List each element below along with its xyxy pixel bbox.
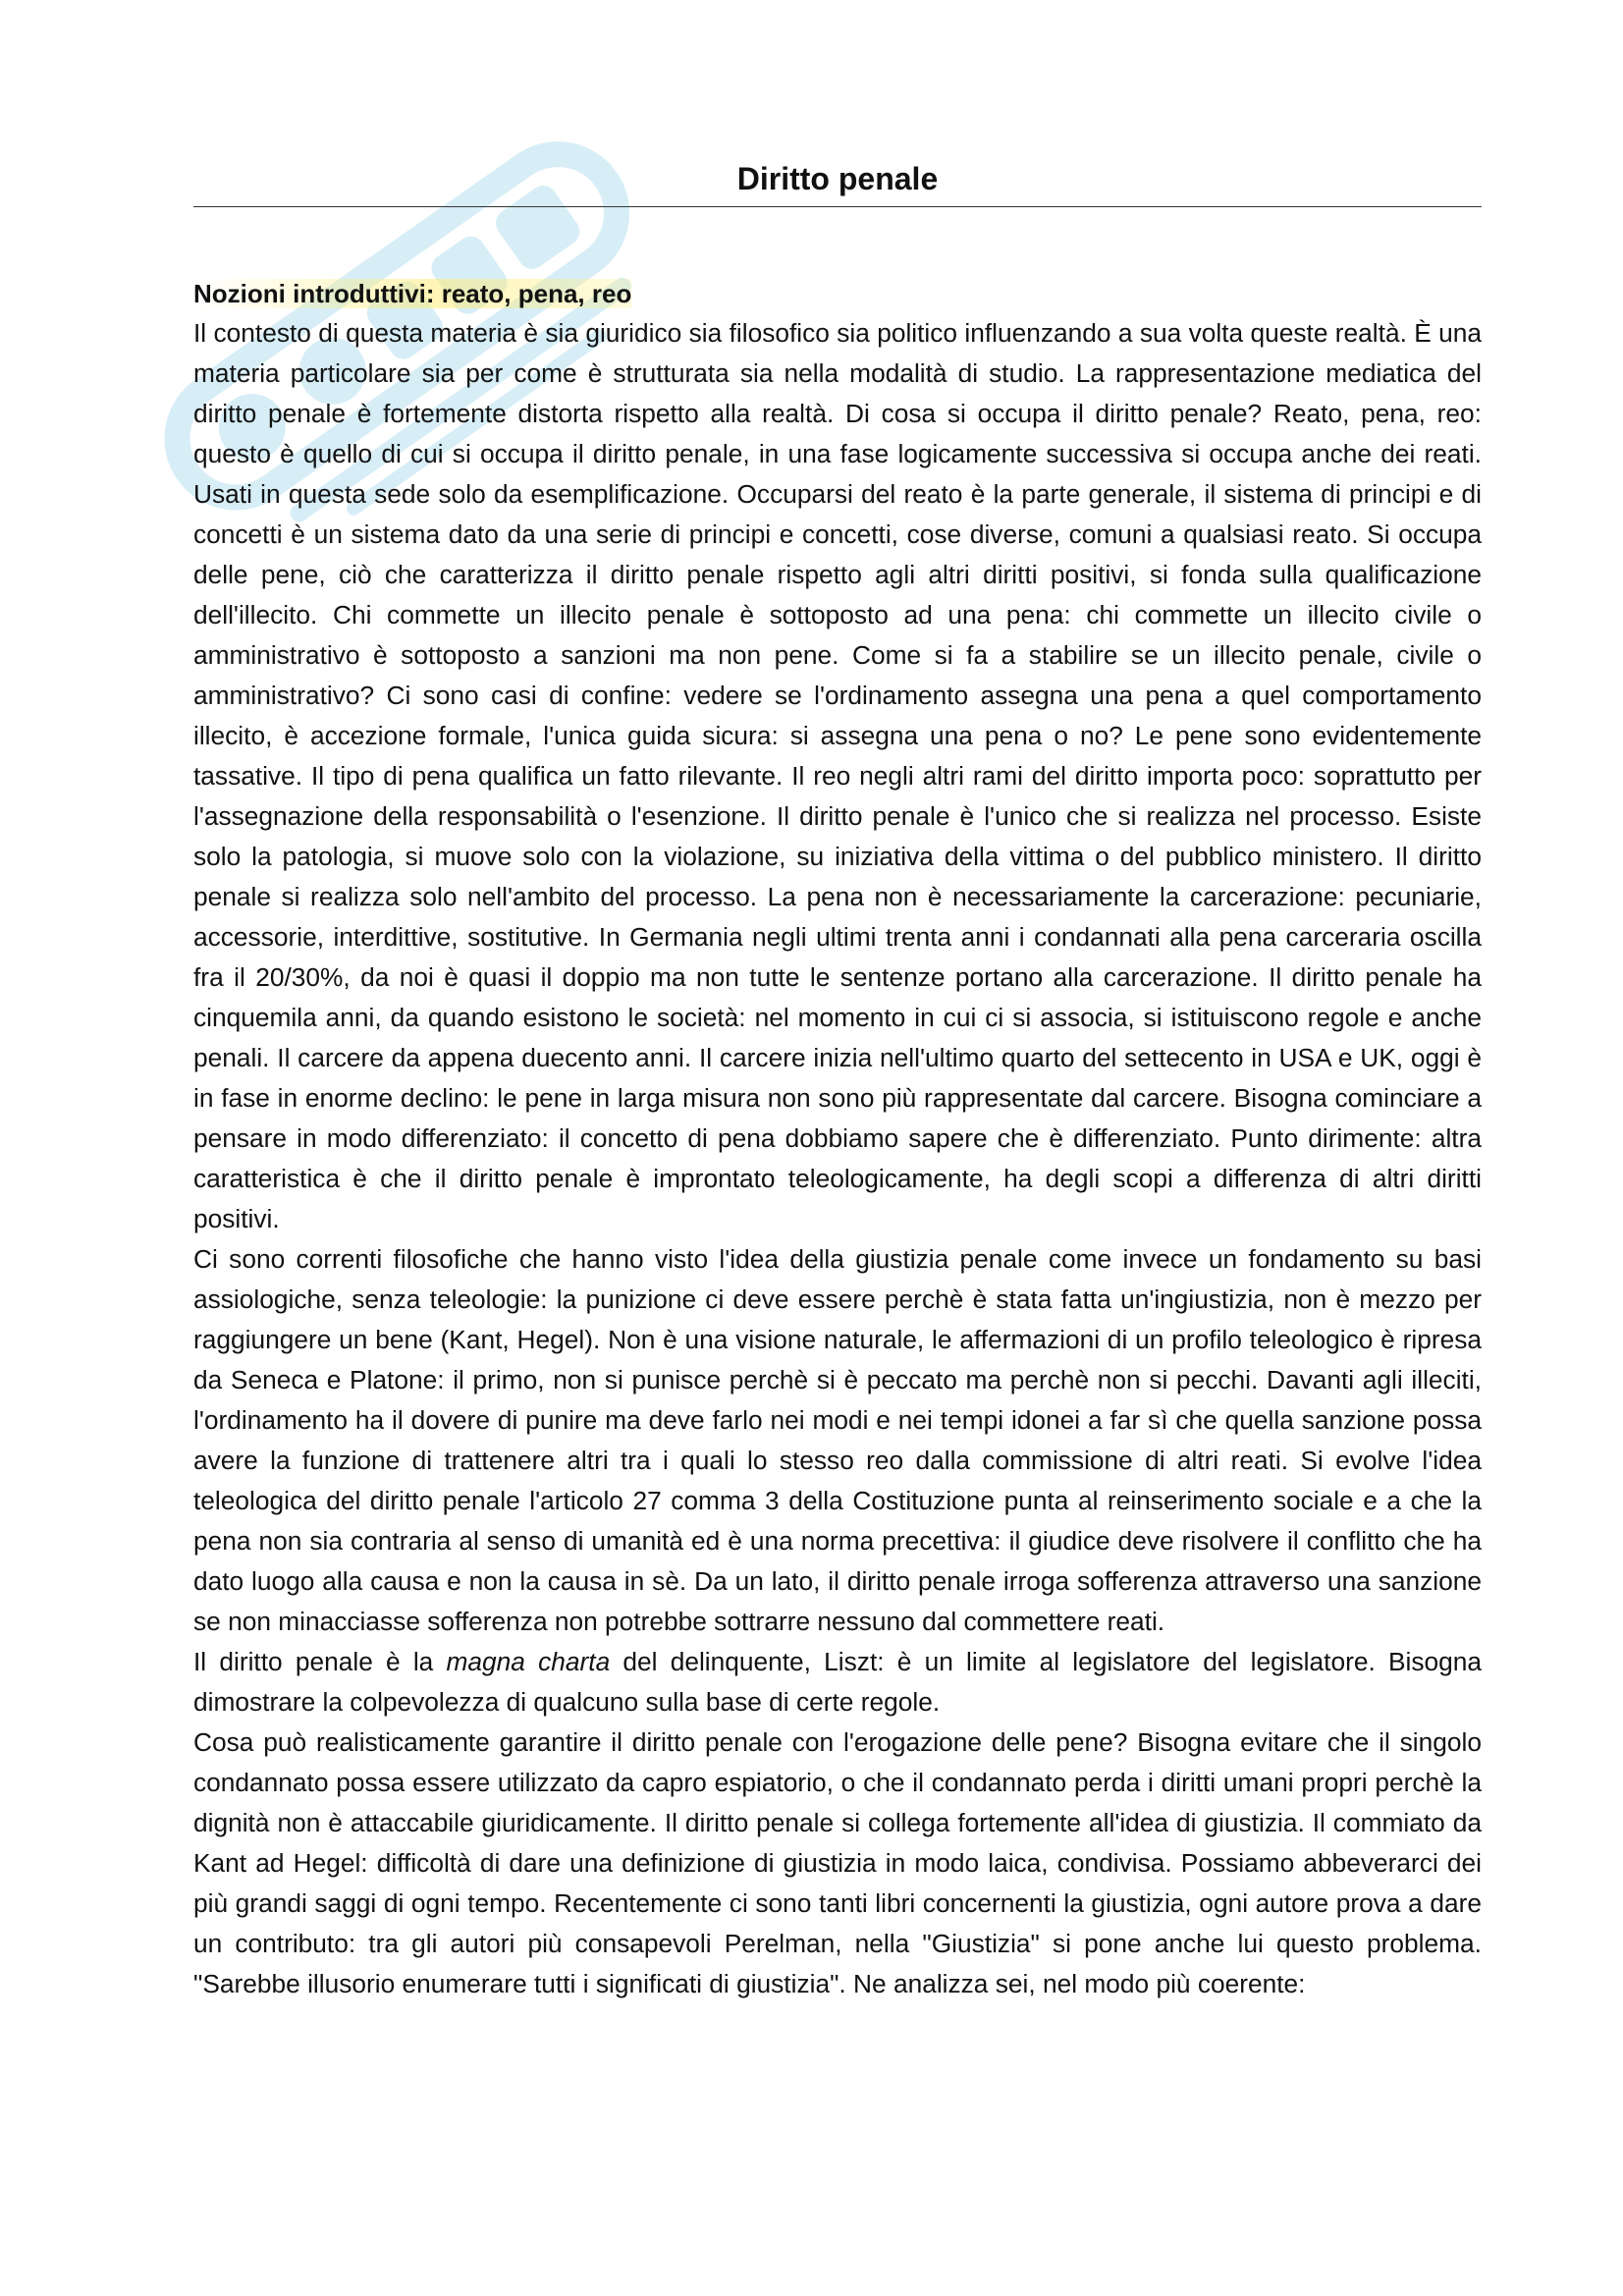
paragraph-3-after: del delinquente, Liszt: è un limite al legislatore del legislatore. Bisogna dimostrare la colpevolezza di qualcuno sulla base di certe regole. bbox=[193, 1647, 1482, 1717]
section-heading bbox=[193, 274, 1482, 313]
paragraph-3-before: Il diritto penale è la bbox=[193, 1647, 447, 1676]
section-heading-text: Nozioni introduttivi: reato, pena, reo bbox=[193, 279, 632, 308]
paragraph-4: Cosa può realisticamente garantire il diritto penale con l'erogazione delle pene? Bisogna evitare che il singolo condannato possa essere utilizzato da capro espiatorio, o che il condannato perda i diritti umani propri perchè la dignità non è attaccabile giuridicamente. Il diritto penale si collega fortemente all'idea di giustizia. Il commiato da Kant ad Hegel: difficoltà di dare una definizione di giustizia in modo laica, condivisa. Possiamo abbeverarci dei più grandi saggi di ogni tempo. Recentemente ci sono tanti libri concernenti la giustizia, ogni autore prova a dare un contributo: tra gli autori più consapevoli Perelman, nella "Giustizia" si pone anche lui questo problema. "Sarebbe illusorio enumerare tutti i significati di giustizia". Ne analizza sei, nel modo più coerente: bbox=[193, 1727, 1482, 1998]
paragraph-2: Ci sono correnti filosofiche che hanno visto l'idea della giustizia penale come invece un fondamento su basi assiologiche, senza teleologie: la punizione ci deve essere perchè è stata fatta un'ingiustizia, non è mezzo per raggiungere un bene (Kant, Hegel). Non è una visione naturale, le affermazioni di un profilo teleologico è ripresa da Seneca e Platone: il primo, non si punisce perchè si è peccato ma perchè non si pecchi. Davanti agli illeciti, l'ordinamento ha il dovere di punire ma deve farlo nei modi e nei tempi idonei a far sì che quella sanzione possa avere la funzione di trattenere altri tra i quali lo stesso reo dalla commissione di altri reati. Si evolve l'idea teleologica del diritto penale l'articolo 27 comma 3 della Costituzione punta al reinserimento sociale e a che la pena non sia contraria al senso di umanità ed è una norma precettiva: il giudice deve risolvere il conflitto che ha dato luogo alla causa e non la causa in sè. Da un lato, il diritto penale irroga sofferenza attraverso una sanzione se non minacciasse sofferenza non potrebbe sottrarre nessuno dal commettere reati. bbox=[193, 1244, 1482, 1636]
document-page bbox=[193, 147, 1482, 2004]
magna-charta-italic: magna charta bbox=[446, 1647, 611, 1676]
document-title: Diritto penale bbox=[193, 159, 1482, 207]
paragraph-3 bbox=[193, 1642, 1482, 1722]
paragraph-1: Il contesto di questa materia è sia giuridico sia filosofico sia politico influenzando a sua volta queste realtà. È una materia particolare sia per come è strutturata sia nella modalità di studio. La rappresentazione mediatica del diritto penale è fortemente distorta rispetto alla realtà. Di cosa si occupa il diritto penale? Reato, pena, reo: questo è quello di cui si occupa il diritto penale, in una fase logicamente successiva si occupa anche dei reati. Usati in questa sede solo da esemplificazione. Occuparsi del reato è la parte generale, il sistema di principi e di concetti è un sistema dato da una serie di principi e concetti, cose diverse, comuni a qualsiasi reato. Si occupa delle pene, ciò che caratterizza il diritto penale rispetto agli altri diritti positivi, si fonda sulla qualificazione dell'illecito. Chi commette un illecito penale è sottoposto ad una pena: chi commette un illecito civile o amministrativo è sottoposto a sanzioni ma non pene. Come si fa a stabilire se un illecito penale, civile o amministrativo? Ci sono casi di confine: vedere se l'ordinamento assegna una pena a quel comportamento illecito, è accezione formale, l'unica guida sicura: si assegna una pena o no? Le pene sono evidentemente tassative. Il tipo di pena qualifica un fatto rilevante. Il reo negli altri rami del diritto importa poco: soprattutto per l'assegnazione della responsabilità o l'esenzione. Il diritto penale è l'unico che si realizza nel processo. Esiste solo la patologia, si muove solo con la violazione, su iniziativa della vittima o del pubblico ministero. Il diritto penale si realizza solo nell'ambito del processo. La pena non è necessariamente la carcerazione: pecuniarie, accessorie, interdittive, sostitutive. In Germania negli ultimi trenta anni i condannati alla pena carceraria oscilla fra il 20/30%, da noi è quasi il doppio ma non tutte le sentenze portano alla carcerazione. Il diritto penale ha cinquemila anni, da quando esistono le società: nel momento in cui ci si associa, si istituiscono regole e anche penali. Il carcere da appena duecento anni. Il carcere inizia nell'ultimo quarto del settecento in USA e UK, oggi è in fase in enorme declino: le pene in larga misura non sono più rappresentate dal carcere. Bisogna cominciare a pensare in modo differenziato: il concetto di pena dobbiamo sapere che è differenziato. Punto dirimente: altra caratteristica è che il diritto penale è improntato teleologicamente, ha degli scopi a differenza di altri diritti positivi. bbox=[193, 318, 1482, 1233]
